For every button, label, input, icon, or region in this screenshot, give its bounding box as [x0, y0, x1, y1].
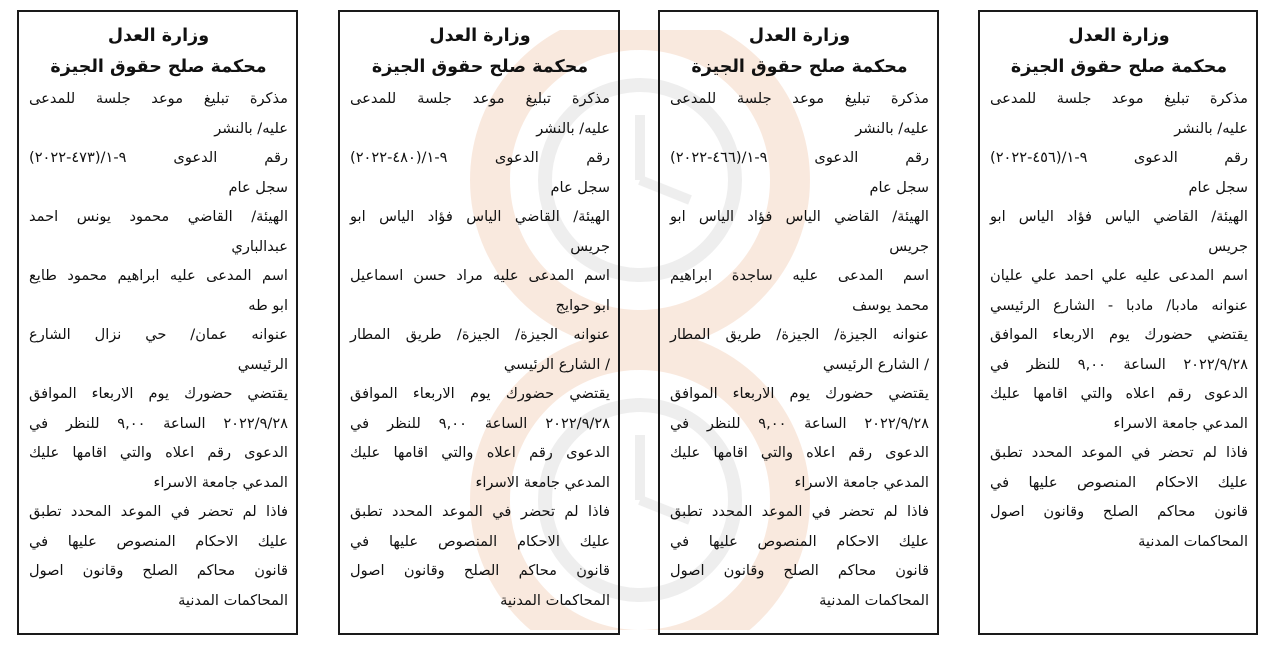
- judge-line: الهيئة/ القاضي الياس فؤاد الياس ابو: [670, 208, 929, 225]
- plaintiff: المدعي جامعة الاسراء: [153, 473, 288, 491]
- hearing-date: ٢٠٢٢/٩/٢٨ الساعة ٩,٠٠ للنظر في: [29, 414, 289, 432]
- ministry-heading: وزارة العدل: [107, 26, 210, 46]
- notice-line: سجل عام: [1188, 178, 1248, 196]
- notice-line: الرئيسي: [237, 355, 288, 373]
- notice-line: يقتضي حضورك يوم الاربعاء الموافق: [670, 385, 929, 402]
- notice-line: المحاكمات المدنية: [819, 591, 929, 609]
- case-number: رقم الدعوى ٩-١/(٤٨٠-٢٠٢٢): [350, 149, 610, 166]
- notice-line: يقتضي حضورك يوم الاربعاء الموافق: [29, 385, 288, 402]
- notice-line: عليك الاحكام المنصوص عليها في: [350, 532, 610, 550]
- case-number: رقم الدعوى ٩-١/(٤٦٦-٢٠٢٢): [670, 149, 929, 166]
- defendant-address: عنوانه عمان/ حي نزال الشارع: [29, 326, 288, 343]
- court-heading: محكمة صلح حقوق الجيزة: [1010, 57, 1228, 77]
- notice-line: عليه/ بالنشر: [855, 119, 929, 137]
- notice-line: محمد يوسف: [852, 296, 929, 314]
- notice-line: قانون محاكم الصلح وقانون اصول: [29, 562, 288, 579]
- ministry-heading: وزارة العدل: [429, 26, 531, 46]
- case-number: رقم الدعوى ٩-١/(٤٥٦-٢٠٢٢): [990, 149, 1248, 166]
- notice-line: سجل عام: [550, 178, 610, 196]
- notice-line: المحاكمات المدنية: [1138, 532, 1248, 550]
- notice-line: قانون محاكم الصلح وقانون اصول: [990, 503, 1248, 520]
- hearing-date: ٢٠٢٢/٩/٢٨ الساعة ٩,٠٠ للنظر في: [990, 355, 1249, 373]
- notice-line: الدعوى رقم اعلاه والتي اقامها عليك: [990, 385, 1248, 402]
- notice-line: مذكرة تبليغ موعد جلسة للمدعى: [670, 90, 929, 107]
- ministry-heading: وزارة العدل: [1068, 26, 1170, 46]
- notice-line: عليك الاحكام المنصوص عليها في: [670, 532, 929, 550]
- defendant-name: اسم المدعى عليه علي احمد علي عليان: [990, 267, 1248, 284]
- judge-line: الهيئة/ القاضي محمود يونس احمد: [29, 208, 288, 225]
- notice-line: قانون محاكم الصلح وقانون اصول: [670, 562, 929, 579]
- notice-line: / الشارع الرئيسي: [503, 355, 610, 373]
- judge-line: الهيئة/ القاضي الياس فؤاد الياس ابو: [990, 208, 1248, 225]
- notice-line: يقتضي حضورك يوم الاربعاء الموافق: [350, 385, 610, 402]
- plaintiff: المدعي جامعة الاسراء: [475, 473, 610, 491]
- notice-473: [17, 10, 298, 635]
- notice-line: عليه/ بالنشر: [214, 119, 288, 137]
- notice-line: الدعوى رقم اعلاه والتي اقامها عليك: [29, 444, 288, 461]
- notice-466: [658, 10, 939, 635]
- defendant-name: اسم المدعى عليه ابراهيم محمود طايع: [29, 267, 288, 284]
- defendant-address: عنوانه الجيزة/ الجيزة/ طريق المطار: [670, 326, 929, 343]
- notice-line: جريس: [570, 237, 610, 255]
- notice-line: الدعوى رقم اعلاه والتي اقامها عليك: [350, 444, 610, 461]
- notice-line: المحاكمات المدنية: [178, 591, 288, 609]
- notice-line: مذكرة تبليغ موعد جلسة للمدعى: [350, 90, 610, 107]
- notice-line: سجل عام: [228, 178, 288, 196]
- plaintiff: المدعي جامعة الاسراء: [794, 473, 929, 491]
- notice-456: [978, 10, 1258, 635]
- notice-line: فاذا لم تحضر في الموعد المحدد تطبق: [29, 503, 288, 520]
- defendant-address: عنوانه مادبا/ مادبا - الشارع الرئيسي: [990, 296, 1248, 314]
- court-heading: محكمة صلح حقوق الجيزة: [50, 57, 267, 77]
- hearing-date: ٢٠٢٢/٩/٢٨ الساعة ٩,٠٠ للنظر في: [350, 414, 611, 432]
- notice-line: المحاكمات المدنية: [500, 591, 610, 609]
- notice-line: فاذا لم تحضر في الموعد المحدد تطبق: [670, 503, 929, 520]
- notice-line: يقتضي حضورك يوم الاربعاء الموافق: [990, 326, 1248, 343]
- ministry-heading: وزارة العدل: [748, 26, 851, 46]
- notice-line: ابو طه: [248, 296, 288, 314]
- notice-line: الدعوى رقم اعلاه والتي اقامها عليك: [670, 444, 929, 461]
- notice-line: جريس: [1208, 237, 1248, 255]
- notice-line: ابو حوايج: [555, 296, 610, 314]
- notice-line: / الشارع الرئيسي: [822, 355, 929, 373]
- notice-line: عليك الاحكام المنصوص عليها في: [29, 532, 288, 550]
- notice-line: قانون محاكم الصلح وقانون اصول: [350, 562, 610, 579]
- notice-line: مذكرة تبليغ موعد جلسة للمدعى: [990, 90, 1248, 107]
- notice-line: مذكرة تبليغ موعد جلسة للمدعى: [29, 90, 288, 107]
- judge-line: الهيئة/ القاضي الياس فؤاد الياس ابو: [350, 208, 610, 225]
- defendant-name: اسم المدعى عليه مراد حسن اسماعيل: [350, 267, 610, 284]
- notice-line: عليه/ بالنشر: [536, 119, 610, 137]
- notice-line: فاذا لم تحضر في الموعد المحدد تطبق: [350, 503, 610, 520]
- court-heading: محكمة صلح حقوق الجيزة: [691, 57, 908, 77]
- notice-line: جريس: [889, 237, 929, 255]
- notice-line: عبدالباري: [231, 237, 288, 255]
- defendant-name: اسم المدعى عليه ساجدة ابراهيم: [670, 267, 929, 284]
- case-number: رقم الدعوى ٩-١/(٤٧٣-٢٠٢٢): [29, 149, 288, 166]
- court-heading: محكمة صلح حقوق الجيزة: [371, 57, 589, 77]
- hearing-date: ٢٠٢٢/٩/٢٨ الساعة ٩,٠٠ للنظر في: [670, 414, 930, 432]
- notice-480: [338, 10, 620, 635]
- notice-line: عليك الاحكام المنصوص عليها في: [990, 473, 1248, 491]
- notice-line: فاذا لم تحضر في الموعد المحدد تطبق: [990, 444, 1248, 461]
- plaintiff: المدعي جامعة الاسراء: [1113, 414, 1248, 432]
- notice-line: سجل عام: [869, 178, 929, 196]
- notice-line: عليه/ بالنشر: [1174, 119, 1248, 137]
- defendant-address: عنوانه الجيزة/ الجيزة/ طريق المطار: [350, 326, 610, 343]
